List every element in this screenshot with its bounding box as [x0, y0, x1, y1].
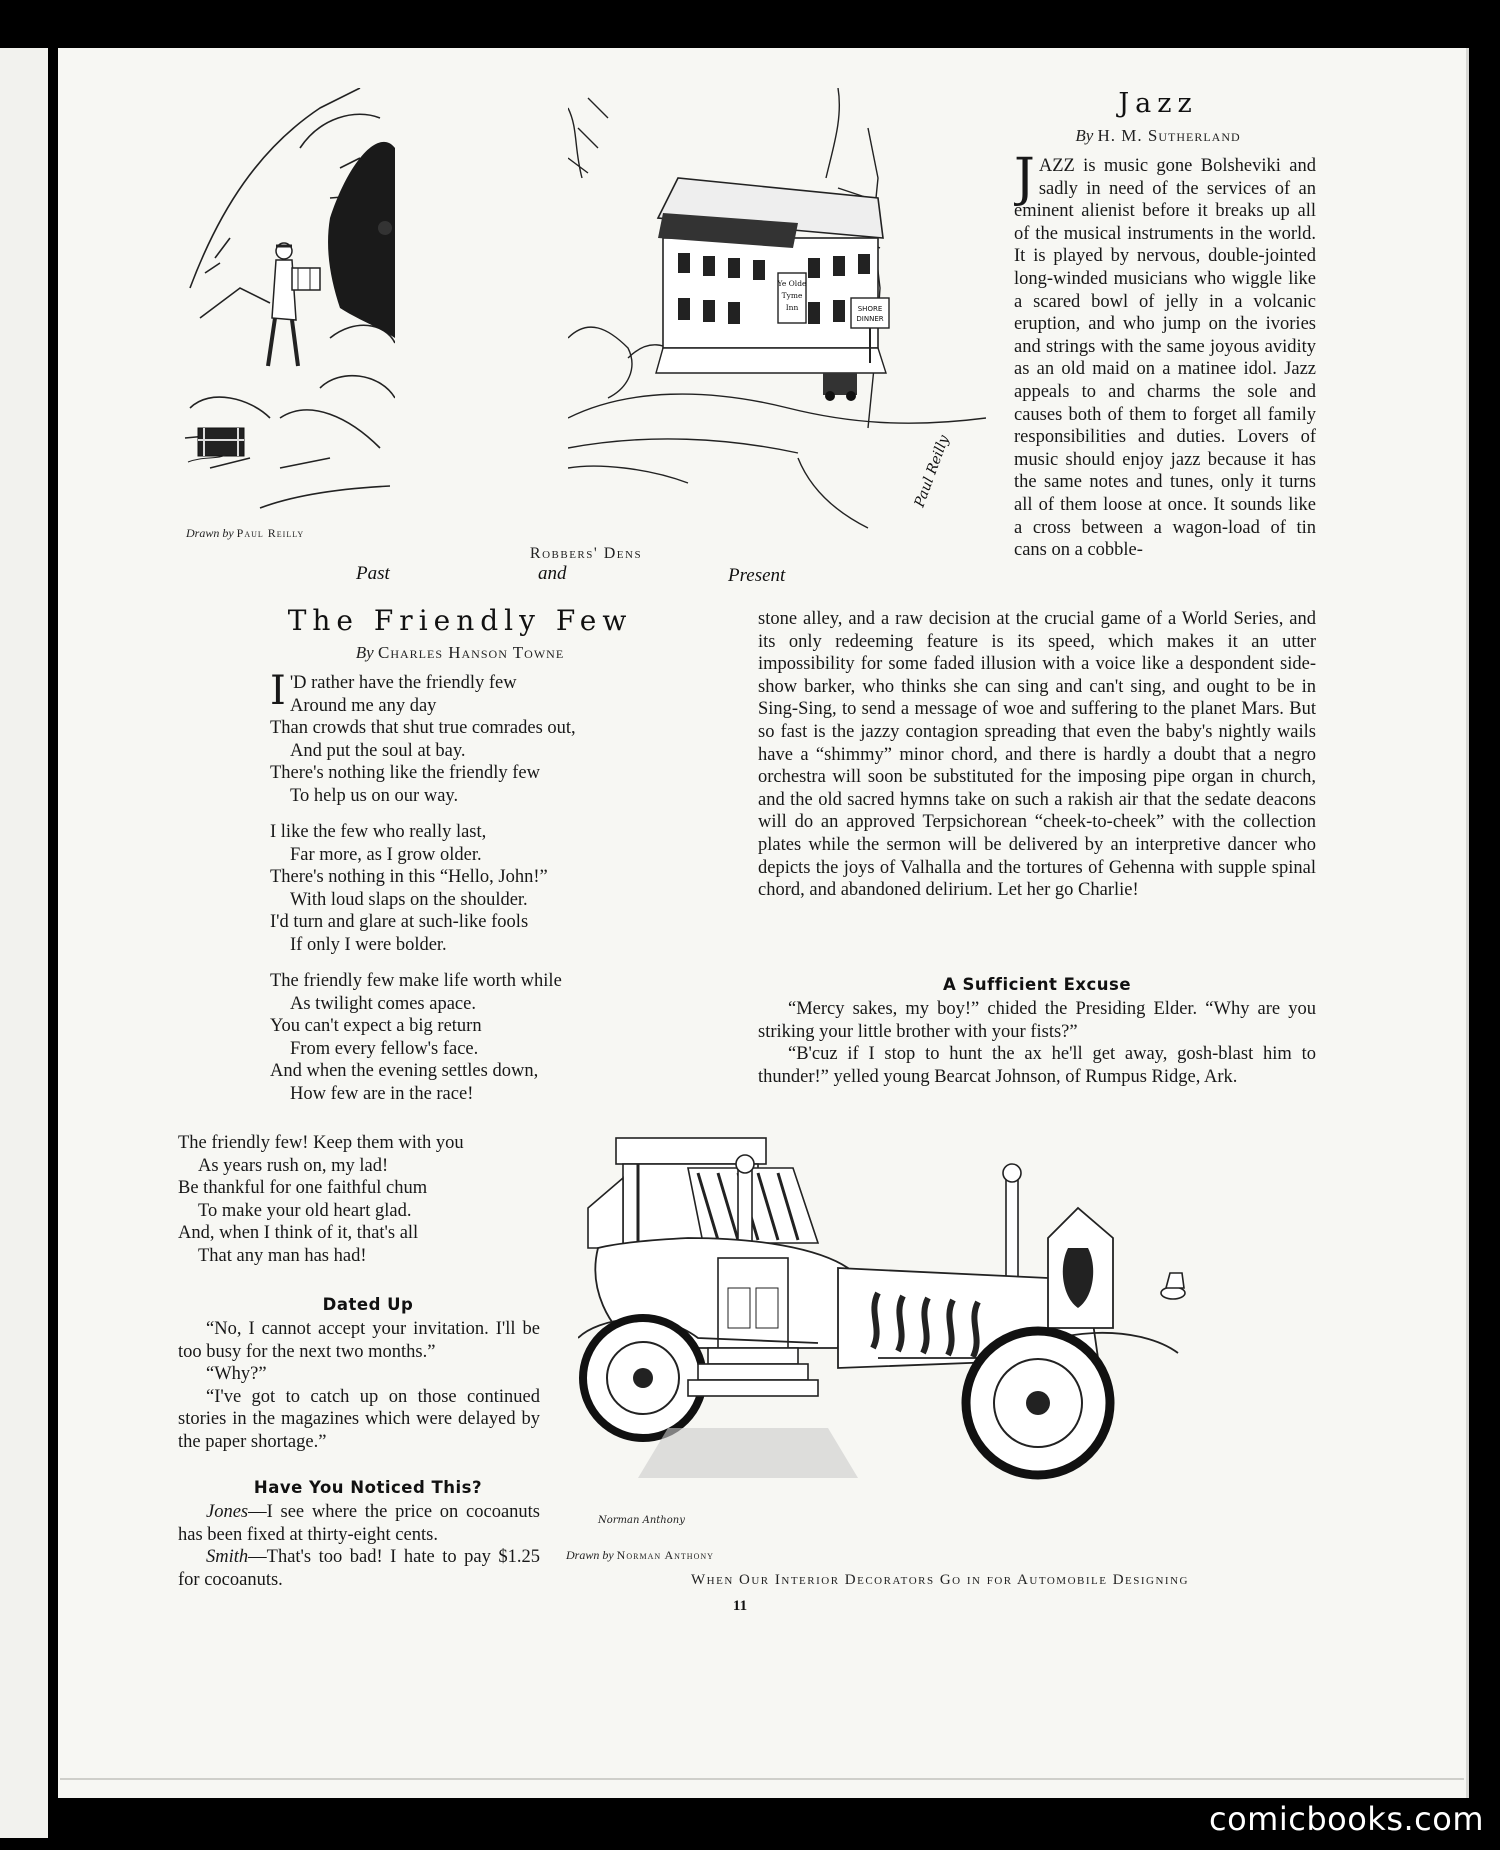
jazz-drop-cap: J	[1014, 155, 1035, 208]
caption-past: Past	[356, 563, 390, 584]
noticed-this-heading: Have You Noticed This?	[253, 1478, 483, 1497]
page-number: 11	[732, 1598, 748, 1614]
poem-line: Around me any day	[290, 695, 437, 716]
friendly-few-title: The Friendly Few	[287, 604, 633, 637]
dated-up-paragraph-3: “I've got to catch up on those continued stories in the magazines which were delayed by the paper shortage.”	[178, 1386, 540, 1452]
byline-prefix: By	[1075, 126, 1094, 145]
dated-up-paragraph-2: “Why?”	[206, 1364, 267, 1385]
poem-line: Than crowds that shut true comrades out,	[270, 718, 576, 738]
jazz-wide-text: stone alley, and a raw decision at the crucial game of a World Series, and its only redeeming feature is its speed, which makes it an utter impossibility for some faded illusion with a voice like a despondent side-show barker, who thinks she can sing and can't sing, and ought to be in Sing-Sing, to send a message of woe and suffering to the planet Mars. But so fast is the jazzy contagion spreading that even the baby's nightly wails have a “shimmy” minor chord, and there is hardly a doubt that a negro orchestra will soon be substituted for the imposing pipe organ in church, and the old sacred hymns take on such a rakish air that the sedate deacons will do an approved Terpsichorean “cheek-to-cheek” with the collection plates while the sermon will be delivered by an interpretive dancer who depicts the joys of Valhalla and the tortures of Gehenna with supple spinal chord, and abandoned delirium. Let her go Charlie!	[758, 609, 1316, 901]
cave-robber-illustration	[180, 88, 395, 528]
poem-line: The friendly few! Keep them with you	[178, 1133, 464, 1153]
poem-line: With loud slaps on the shoulder.	[290, 889, 528, 910]
friendly-few-last-stanza	[178, 1132, 558, 1267]
sign-line-1: Ye Olde	[777, 279, 807, 288]
byline-prefix: By	[355, 643, 374, 662]
jazz-column-text	[1014, 155, 1316, 605]
jazz-column-body: AZZ is music gone Bolsheviki and sadly in need of the services of an eminent alienist before it breaks up all of the musical instruments in the world. It is played by nervous, double-jointed long-winded musicians who wiggle like a scared bowl of jelly in a volcanic eruption, and who jump on the ivories and strings with the same joyous avidity as an old maid on a matinee idol. Jazz appeals to and charms the sole and causes both of them to forget all family responsibilities and duties. Lovers of music should enjoy jazz because it has the same notes and tunes, only it turns all of them loose at once. It sounds like a cross between a wagon-load of tin cans on a cobble-	[1014, 156, 1316, 561]
poem-line: The friendly few make life worth while	[270, 971, 562, 991]
dated-up-text	[178, 1318, 540, 1454]
credit-name: Norman Anthony	[616, 1548, 714, 1562]
page-edge-rule	[60, 1778, 1464, 1780]
poem-line: I'd turn and glare at such-like fools	[270, 912, 529, 932]
friendly-few-byline	[268, 643, 652, 663]
friendly-few-poem	[270, 668, 670, 1119]
poem-line: You can't expect a big return	[270, 1016, 482, 1036]
sufficient-excuse-text	[758, 998, 1316, 1088]
poem-line: That any man has had!	[198, 1245, 367, 1266]
stanza-2	[270, 821, 670, 956]
speaker-jones: Jones	[206, 1502, 249, 1522]
jazz-byline	[1000, 126, 1316, 146]
jones-line: —I see where the price on cocoanuts has been fixed at thirty-eight cents.	[178, 1502, 540, 1545]
poem-line: There's nothing like the friendly few	[270, 763, 540, 783]
poem-line: And put the soul at bay.	[290, 740, 466, 761]
anthony-credit	[566, 1548, 714, 1563]
poem-line: From every fellow's face.	[290, 1038, 479, 1059]
poem-line: To make your old heart glad.	[198, 1200, 412, 1221]
poem-line: 'D rather have the friendly few	[289, 673, 517, 693]
sufficient-excuse-heading: A Sufficient Excuse	[942, 975, 1132, 994]
poem-line: To help us on our way.	[290, 785, 459, 806]
left-page-edge	[0, 48, 48, 1838]
dated-up-paragraph-1: “No, I cannot accept your invitation. I'll be too busy for the next two months.”	[178, 1319, 540, 1362]
poem-line: And when the evening settles down,	[270, 1061, 539, 1081]
excuse-paragraph-2: “B'cuz if I stop to hunt the ax he'll get away, gosh-blast him to thunder!” yelled young Bearcat Johnson, of Rumpus Ridge, Ark.	[758, 1044, 1316, 1087]
reilly-signature: Paul Reilly	[911, 433, 953, 510]
byline-name: Charles Hanson Towne	[377, 643, 565, 662]
site-watermark: comicbooks.com	[1208, 1800, 1484, 1838]
automobile-caption: When Our Interior Decorators Go in for Automobile Designing	[691, 1572, 1189, 1588]
sign-line-2: Tyme	[781, 291, 803, 300]
poem-line: How few are in the race!	[290, 1083, 474, 1104]
shore-dinner-sign-1: SHORE	[857, 305, 883, 313]
poem-line: I like the few who really last,	[270, 822, 487, 842]
poem-drop-cap: I	[270, 668, 286, 714]
anthony-signature: Norman Anthony	[598, 1515, 685, 1526]
noticed-this-text	[178, 1501, 540, 1591]
speaker-smith: Smith	[206, 1547, 249, 1568]
decorated-automobile-illustration	[578, 1128, 1318, 1533]
sign-line-3: Inn	[785, 303, 799, 312]
caption-and: and	[538, 563, 567, 584]
stanza-3	[270, 970, 670, 1105]
poem-line: As twilight comes apace.	[290, 993, 476, 1014]
robbers-dens-caption: Robbers' Dens	[529, 545, 643, 562]
credit-prefix: Drawn by	[186, 526, 234, 540]
caption-present: Present	[728, 565, 786, 586]
excuse-paragraph-1: “Mercy sakes, my boy!” chided the Presiding Elder. “Why are you striking your little brother with your fists?”	[758, 999, 1316, 1042]
poem-line: Be thankful for one faithful chum	[178, 1178, 428, 1198]
poem-line: Far more, as I grow older.	[290, 844, 482, 865]
roadhouse-illustration	[568, 88, 986, 548]
poem-line: As years rush on, my lad!	[198, 1155, 389, 1176]
poem-line: If only I were bolder.	[290, 934, 447, 955]
credit-name: Paul Reilly	[236, 526, 305, 540]
credit-prefix: Drawn by	[566, 1548, 614, 1562]
reilly-credit	[186, 526, 304, 541]
dated-up-heading: Dated Up	[322, 1295, 414, 1314]
byline-name: H. M. Sutherland	[1097, 126, 1241, 145]
stanza-1	[270, 668, 670, 807]
poem-line: And, when I think of it, that's all	[178, 1223, 419, 1243]
poem-line: There's nothing in this “Hello, John!”	[270, 867, 548, 887]
shore-dinner-sign-2: DINNER	[856, 315, 884, 323]
smith-line: —That's too bad! I hate to pay $1.25 for cocoanuts.	[178, 1547, 540, 1590]
jazz-title: Jazz	[1118, 88, 1198, 119]
